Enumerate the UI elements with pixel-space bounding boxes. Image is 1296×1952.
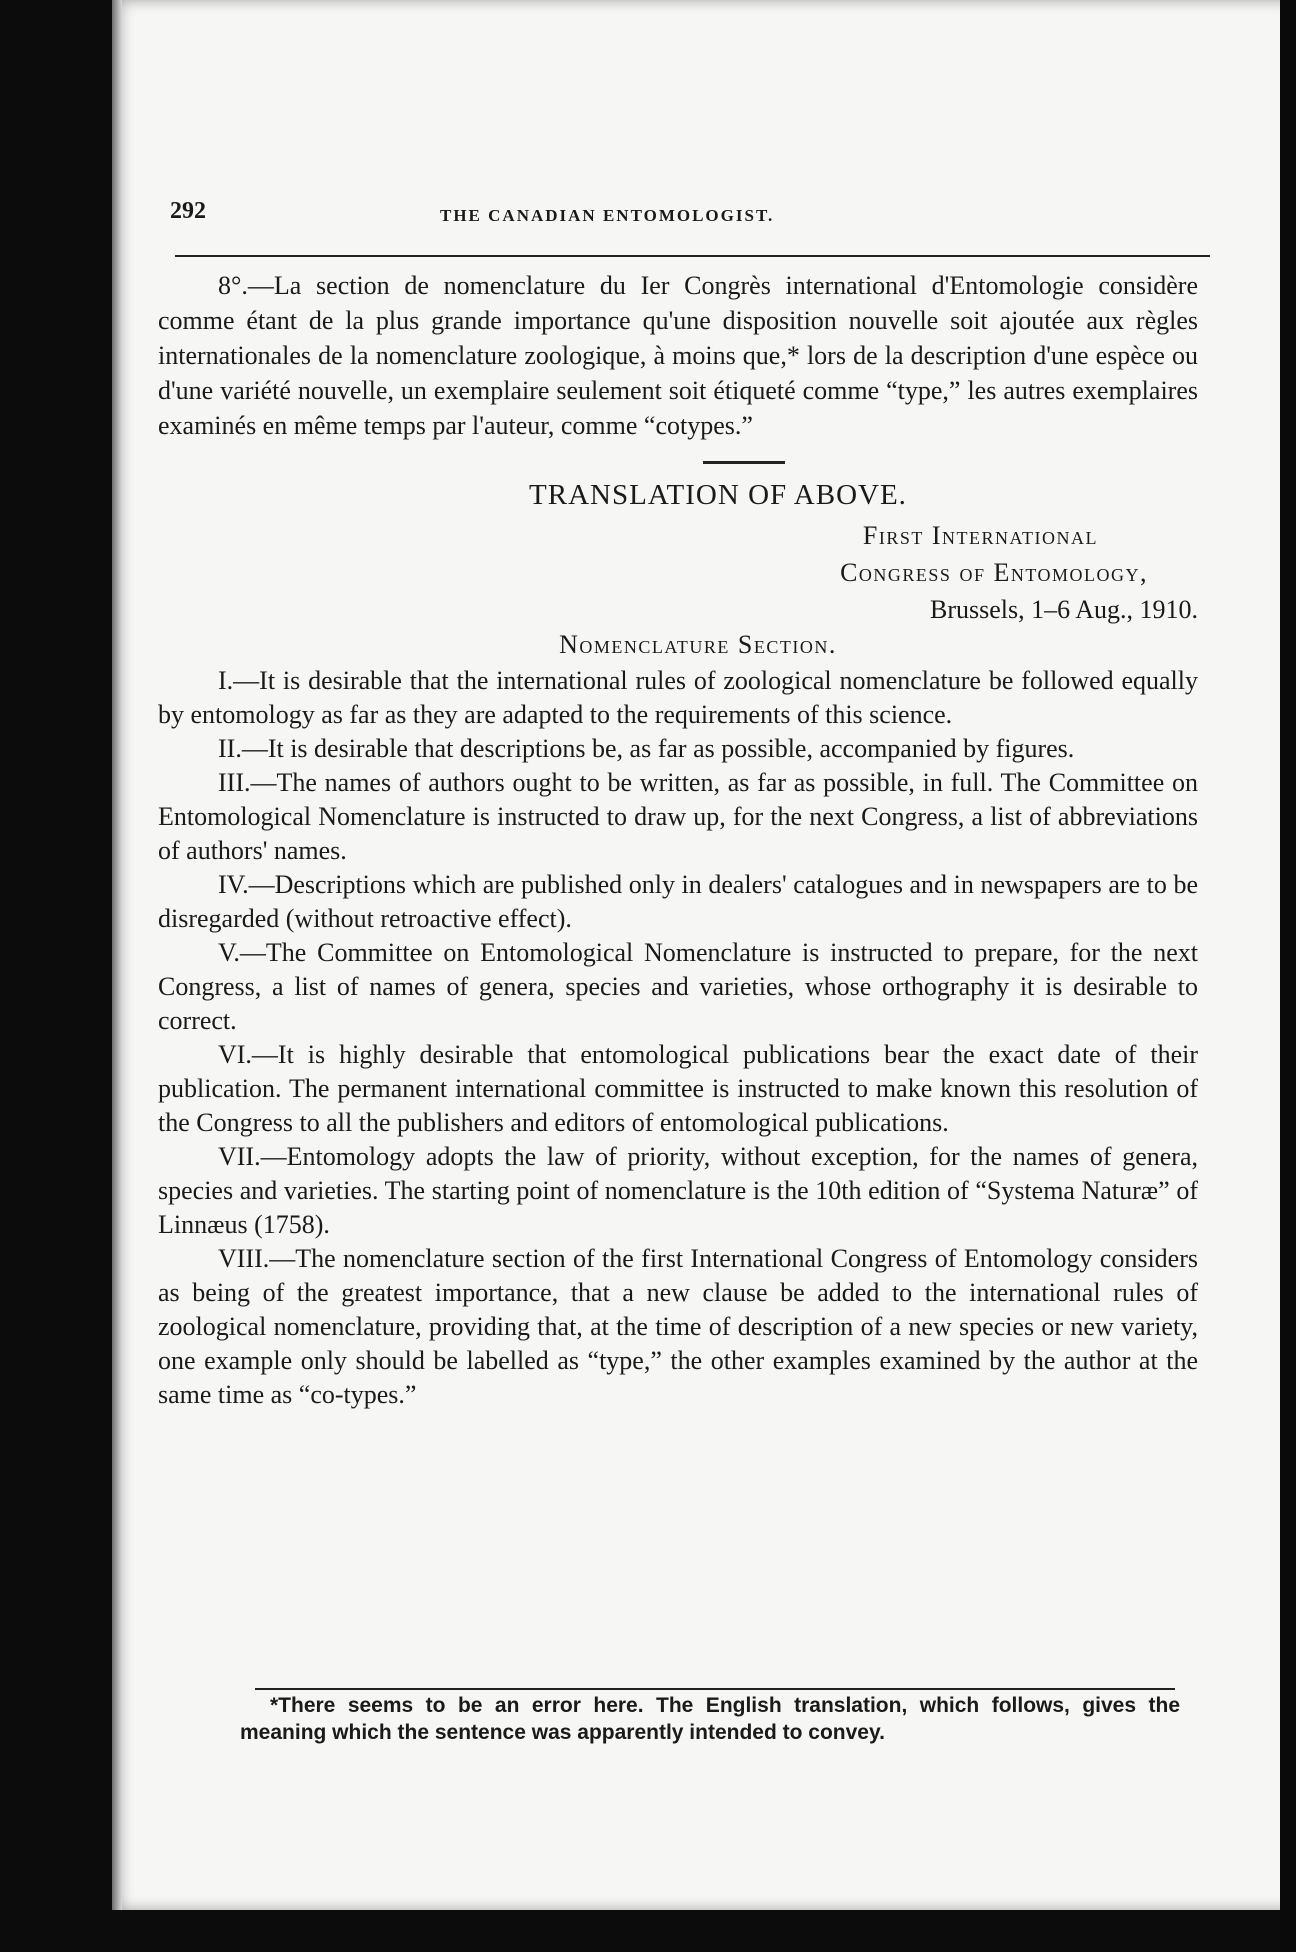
- section-divider: [703, 461, 785, 464]
- resolution-6: VI.—It is highly desirable that entomological publications bear the exact date of their publication. The permanent international committee is instructed to make known this resolution of the Congress to all the publishers and editors of entomological publications.: [158, 1040, 1198, 1137]
- resolutions-list: [158, 664, 1198, 1412]
- running-title: THE CANADIAN ENTOMOLOGIST.: [440, 206, 775, 225]
- translation-heading: TRANSLATION OF ABOVE.: [529, 479, 907, 511]
- french-paragraph: 8°.—La section de nomenclature du Ier Congrès international d'Entomologie considère comme étant de la plus grande importance qu'une disposition nouvelle soit ajoutée aux règles internationales de la nomenclature zoologique, à moins que,* lors de la description d'une espèce ou d'une variété nouvelle, un exemplaire seulement soit étiqueté comme “type,” les autres exemplaires examinés en même temps par l'auteur, comme “cotypes.”: [158, 271, 1198, 440]
- resolution-4: IV.—Descriptions which are published only in dealers' catalogues and in newspapers are to be disregarded (without retroactive effect).: [158, 870, 1198, 933]
- resolution-2: II.—It is desirable that descriptions be, as far as possible, accompanied by figures.: [218, 734, 1075, 763]
- page-body: [158, 268, 1198, 1412]
- footnote-rule: [255, 1688, 1175, 1690]
- resolution-1: I.—It is desirable that the international rules of zoological nomenclature be followed equally by entomology as far as they are adapted to the requirements of this science.: [158, 666, 1198, 729]
- footnote-text: *There seems to be an error here. The English translation, which follows, gives the meaning which the sentence was apparently intended to convey.: [240, 1694, 1180, 1744]
- resolution-8: VIII.—The nomenclature section of the first International Congress of Entomology considers as being of the greatest importance, that a new clause be added to the international rules of zoological nomenclature, providing that, at the time of description of a new species or new variety, one example only should be labelled as “type,” the other examples examined by the author at the same time as “co-types.”: [158, 1244, 1198, 1409]
- section-title: Nomenclature Section.: [559, 629, 837, 659]
- footnote: [240, 1692, 1180, 1746]
- address-line-2: Congress of Entomology,: [840, 557, 1148, 587]
- resolution-5: V.—The Committee on Entomological Nomenclature is instructed to prepare, for the next Congress, a list of names of genera, species and varieties, whose orthography it is desirable to correct.: [158, 938, 1198, 1035]
- address-line-1: First International: [862, 520, 1098, 550]
- page-gutter-shadow: [112, 0, 122, 1910]
- page-number: 292: [170, 198, 206, 224]
- page-right-edge: [1280, 0, 1296, 1952]
- address-line-3: Brussels, 1–6 Aug., 1910.: [930, 594, 1198, 624]
- header-rule: [175, 255, 1210, 257]
- page-header: [170, 198, 1210, 238]
- resolution-7: VII.—Entomology adopts the law of priority, without exception, for the names of genera, species and varieties. The starting point of nomenclature is the 10th edition of “Systema Naturæ” of Linnæus (1758).: [158, 1142, 1198, 1239]
- resolution-3: III.—The names of authors ought to be written, as far as possible, in full. The Committee on Entomological Nomenclature is instructed to draw up, for the next Congress, a list of abbreviations of authors' names.: [158, 768, 1198, 865]
